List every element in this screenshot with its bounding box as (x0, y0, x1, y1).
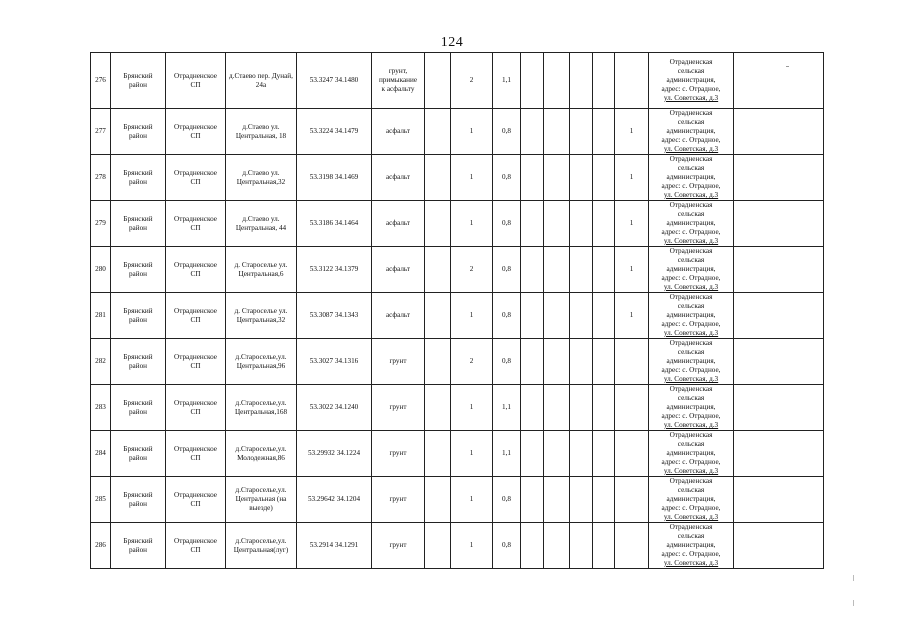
district-cell: Брянский район (111, 247, 166, 293)
settlement-cell: Отрадненское СП (166, 477, 226, 523)
empty-cell (734, 155, 824, 201)
empty-cell (570, 109, 593, 155)
empty-cell (570, 523, 593, 569)
volume-cell: 0,8 (493, 293, 521, 339)
empty-cell (593, 385, 615, 431)
empty-cell (593, 247, 615, 293)
address-cell: д.Староселье,ул. Центральная(луг) (226, 523, 297, 569)
surface-cell: асфальт (372, 247, 425, 293)
address-cell: д.Староселье,ул. Центральная,96 (226, 339, 297, 385)
volume-cell: 0,8 (493, 201, 521, 247)
extra-count-cell (615, 477, 649, 523)
empty-cell (593, 155, 615, 201)
address-cell: д.Стаево ул. Центральная, 18 (226, 109, 297, 155)
table-row (91, 247, 824, 293)
empty-cell (425, 53, 451, 109)
scan-edge-mark (853, 600, 854, 606)
container-count-cell: 1 (451, 523, 493, 569)
empty-cell (544, 477, 570, 523)
extra-count-cell (615, 385, 649, 431)
row-number-cell: 284 (91, 431, 111, 477)
empty-cell (425, 477, 451, 523)
coordinates-cell: 53.3186 34.1464 (297, 201, 372, 247)
address-cell: д.Стаево ул. Центральная, 44 (226, 201, 297, 247)
address-cell: д.Староселье,ул. Центральная,168 (226, 385, 297, 431)
administration-cell: Отрадненская сельская администрация, адрес: с. Отрадное, ул. Советская, д.3 (649, 201, 734, 247)
table-row (91, 155, 824, 201)
district-cell: Брянский район (111, 523, 166, 569)
empty-cell (570, 293, 593, 339)
empty-cell (521, 293, 544, 339)
container-count-cell: 1 (451, 155, 493, 201)
volume-cell: 0,8 (493, 155, 521, 201)
scan-edge-mark (853, 575, 854, 581)
empty-cell (593, 53, 615, 109)
settlement-cell: Отрадненское СП (166, 155, 226, 201)
empty-cell (521, 385, 544, 431)
coordinates-cell: 53.3027 34.1316 (297, 339, 372, 385)
empty-cell (425, 109, 451, 155)
table-row (91, 109, 824, 155)
empty-cell (570, 201, 593, 247)
coordinates-cell: 53.29642 34.1204 (297, 477, 372, 523)
empty-cell (521, 523, 544, 569)
empty-cell (544, 523, 570, 569)
settlement-cell: Отрадненское СП (166, 431, 226, 477)
administration-cell: Отрадненская сельская администрация, адрес: с. Отрадное, ул. Советская, д.3 (649, 53, 734, 109)
table-row (91, 339, 824, 385)
empty-cell (593, 523, 615, 569)
container-count-cell: 2 (451, 53, 493, 109)
empty-cell (521, 431, 544, 477)
table-row (91, 53, 824, 109)
empty-cell (593, 109, 615, 155)
administration-cell: Отрадненская сельская администрация, адрес: с. Отрадное, ул. Советская, д.3 (649, 155, 734, 201)
empty-cell (425, 339, 451, 385)
empty-cell (734, 109, 824, 155)
settlement-cell: Отрадненское СП (166, 523, 226, 569)
address-cell: д.Стаево пер. Дунай, 24а (226, 53, 297, 109)
surface-cell: асфальт (372, 155, 425, 201)
settlement-cell: Отрадненское СП (166, 339, 226, 385)
empty-cell (544, 293, 570, 339)
empty-cell (570, 247, 593, 293)
surface-cell: грунт (372, 385, 425, 431)
coordinates-cell: 53.3022 34.1240 (297, 385, 372, 431)
coordinates-cell: 53.3198 34.1469 (297, 155, 372, 201)
surface-cell: асфальт (372, 293, 425, 339)
empty-cell (521, 201, 544, 247)
surface-cell: грунт (372, 339, 425, 385)
table-row (91, 431, 824, 477)
empty-cell (544, 339, 570, 385)
empty-cell (570, 155, 593, 201)
container-count-cell: 1 (451, 293, 493, 339)
empty-cell (593, 431, 615, 477)
address-cell: д.Стаево ул. Центральная,32 (226, 155, 297, 201)
empty-cell (544, 109, 570, 155)
empty-cell (425, 431, 451, 477)
row-number-cell: 280 (91, 247, 111, 293)
empty-cell (734, 339, 824, 385)
district-cell: Брянский район (111, 109, 166, 155)
address-cell: д. Староселье ул. Центральная,6 (226, 247, 297, 293)
administration-cell: Отрадненская сельская администрация, адрес: с. Отрадное, ул. Советская, д.3 (649, 293, 734, 339)
administration-cell: Отрадненская сельская администрация, адрес: с. Отрадное, ул. Советская, д.3 (649, 109, 734, 155)
address-cell: д. Староселье ул. Центральная,32 (226, 293, 297, 339)
empty-cell (425, 523, 451, 569)
container-count-cell: 1 (451, 385, 493, 431)
empty-cell (521, 339, 544, 385)
container-count-cell: 2 (451, 247, 493, 293)
administration-cell: Отрадненская сельская администрация, адрес: с. Отрадное, ул. Советская, д.3 (649, 247, 734, 293)
volume-cell: 0,8 (493, 477, 521, 523)
volume-cell: 0,8 (493, 339, 521, 385)
extra-count-cell: 1 (615, 293, 649, 339)
container-count-cell: 1 (451, 477, 493, 523)
empty-cell (734, 523, 824, 569)
settlement-cell: Отрадненское СП (166, 201, 226, 247)
empty-cell (734, 477, 824, 523)
empty-cell (521, 155, 544, 201)
surface-cell: асфальт (372, 109, 425, 155)
settlement-cell: Отрадненское СП (166, 53, 226, 109)
surface-cell: грунт (372, 477, 425, 523)
table-row (91, 201, 824, 247)
administration-cell: Отрадненская сельская администрация, адрес: с. Отрадное, ул. Советская, д.3 (649, 385, 734, 431)
empty-cell (544, 155, 570, 201)
empty-cell (521, 109, 544, 155)
volume-cell: 0,8 (493, 247, 521, 293)
table-row (91, 523, 824, 569)
district-cell: Брянский район (111, 155, 166, 201)
coordinates-cell: 53.3224 34.1479 (297, 109, 372, 155)
surface-cell: грунт (372, 431, 425, 477)
extra-count-cell: 1 (615, 109, 649, 155)
district-cell: Брянский район (111, 385, 166, 431)
empty-cell (521, 477, 544, 523)
table-row (91, 293, 824, 339)
row-number-cell: 281 (91, 293, 111, 339)
container-count-cell: 1 (451, 431, 493, 477)
volume-cell: 1,1 (493, 431, 521, 477)
extra-count-cell (615, 339, 649, 385)
empty-cell (544, 431, 570, 477)
address-cell: д.Староселье,ул. Центральная (на выезде) (226, 477, 297, 523)
empty-cell (734, 247, 824, 293)
container-count-cell: 2 (451, 339, 493, 385)
scan-mark (786, 66, 789, 67)
empty-cell (425, 293, 451, 339)
empty-cell (570, 53, 593, 109)
extra-count-cell (615, 523, 649, 569)
administration-cell: Отрадненская сельская администрация, адрес: с. Отрадное, ул. Советская, д.3 (649, 431, 734, 477)
empty-cell (593, 339, 615, 385)
extra-count-cell: 1 (615, 201, 649, 247)
empty-cell (570, 385, 593, 431)
coordinates-cell: 53.29932 34.1224 (297, 431, 372, 477)
extra-count-cell: 1 (615, 155, 649, 201)
empty-cell (425, 247, 451, 293)
empty-cell (544, 247, 570, 293)
empty-cell (570, 477, 593, 523)
extra-count-cell (615, 53, 649, 109)
empty-cell (734, 53, 824, 109)
surface-cell: асфальт (372, 201, 425, 247)
container-count-cell: 1 (451, 201, 493, 247)
empty-cell (734, 293, 824, 339)
extra-count-cell (615, 431, 649, 477)
empty-cell (593, 477, 615, 523)
empty-cell (425, 385, 451, 431)
row-number-cell: 283 (91, 385, 111, 431)
empty-cell (544, 53, 570, 109)
row-number-cell: 282 (91, 339, 111, 385)
district-cell: Брянский район (111, 339, 166, 385)
empty-cell (521, 53, 544, 109)
empty-cell (734, 385, 824, 431)
table-row (91, 477, 824, 523)
empty-cell (425, 155, 451, 201)
empty-cell (521, 247, 544, 293)
coordinates-cell: 53.3087 34.1343 (297, 293, 372, 339)
empty-cell (734, 201, 824, 247)
district-cell: Брянский район (111, 477, 166, 523)
empty-cell (593, 201, 615, 247)
administration-cell: Отрадненская сельская администрация, адрес: с. Отрадное, ул. Советская, д.3 (649, 339, 734, 385)
row-number-cell: 276 (91, 53, 111, 109)
empty-cell (544, 385, 570, 431)
volume-cell: 0,8 (493, 109, 521, 155)
page-number: 124 (440, 35, 464, 50)
volume-cell: 1,1 (493, 53, 521, 109)
container-count-cell: 1 (451, 109, 493, 155)
table-row (91, 385, 824, 431)
coordinates-cell: 53.3247 34.1480 (297, 53, 372, 109)
empty-cell (425, 201, 451, 247)
row-number-cell: 285 (91, 477, 111, 523)
district-cell: Брянский район (111, 53, 166, 109)
row-number-cell: 279 (91, 201, 111, 247)
volume-cell: 0,8 (493, 523, 521, 569)
empty-cell (570, 431, 593, 477)
empty-cell (734, 431, 824, 477)
settlement-cell: Отрадненское СП (166, 385, 226, 431)
row-number-cell: 286 (91, 523, 111, 569)
settlement-cell: Отрадненское СП (166, 109, 226, 155)
extra-count-cell: 1 (615, 247, 649, 293)
row-number-cell: 277 (91, 109, 111, 155)
administration-cell: Отрадненская сельская администрация, адрес: с. Отрадное, ул. Советская, д.3 (649, 523, 734, 569)
volume-cell: 1,1 (493, 385, 521, 431)
empty-cell (593, 293, 615, 339)
district-cell: Брянский район (111, 201, 166, 247)
surface-cell: грунт (372, 523, 425, 569)
settlement-cell: Отрадненское СП (166, 293, 226, 339)
waste-sites-table (90, 52, 824, 569)
coordinates-cell: 53.2914 34.1291 (297, 523, 372, 569)
district-cell: Брянский район (111, 293, 166, 339)
row-number-cell: 278 (91, 155, 111, 201)
settlement-cell: Отрадненское СП (166, 247, 226, 293)
empty-cell (570, 339, 593, 385)
empty-cell (544, 201, 570, 247)
coordinates-cell: 53.3122 34.1379 (297, 247, 372, 293)
district-cell: Брянский район (111, 431, 166, 477)
address-cell: д.Староселье,ул. Молодежная,86 (226, 431, 297, 477)
administration-cell: Отрадненская сельская администрация, адрес: с. Отрадное, ул. Советская, д.3 (649, 477, 734, 523)
surface-cell: грунт, примыкание к асфальту (372, 53, 425, 109)
